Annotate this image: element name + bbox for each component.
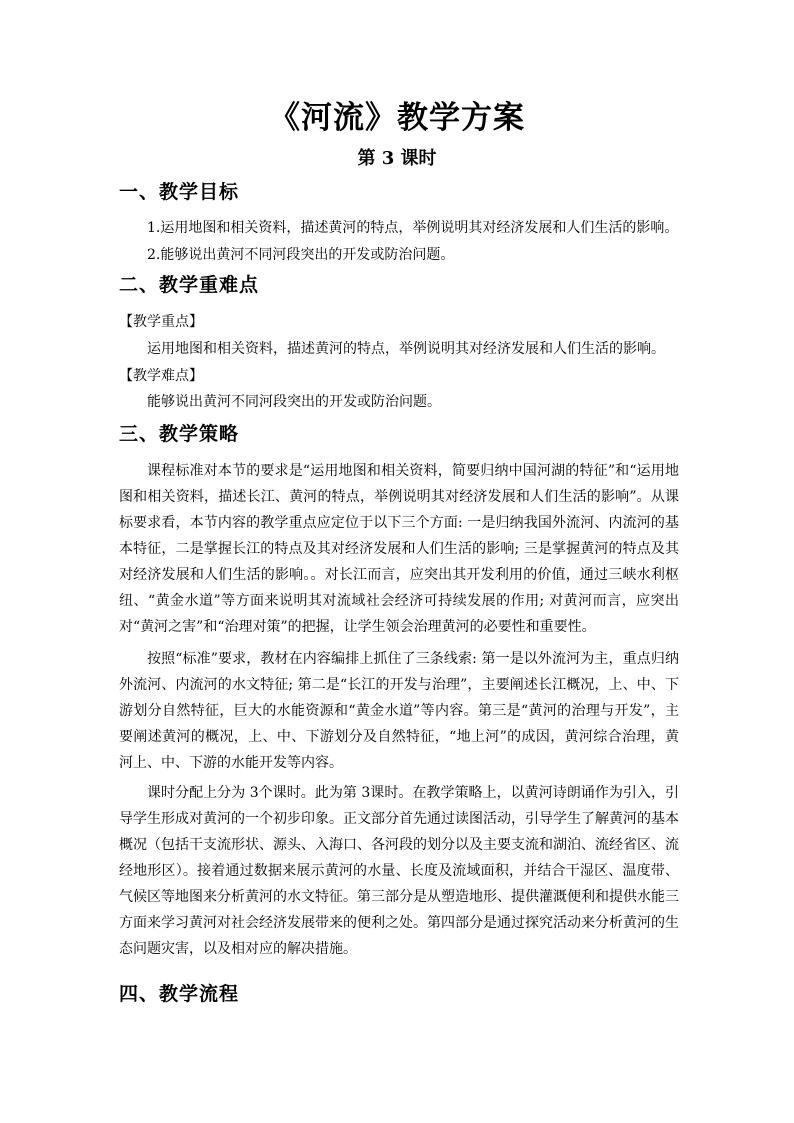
document-title: 《河流》教学方案 (269, 100, 525, 136)
document-subtitle: 第 3 课时 (357, 148, 437, 169)
strategy-paragraph-3: 课时分配上分为 3个课时。此为第 3课时。在教学策略上，以黄河诗朗诵作为引入，引导学生形成对黄河的一个初步印象。正文部分首先通过读图活动，引导学生了解黄河的基本概况（包括干支流形状、源头、入海口、各河段的划分以及主要支流和湖泊、流经省区、流经地形区）。接着通过数据来展示黄河的水量、长度及流域面积，并结合干湿区、温度带、气候区等地图来分析黄河的水文特征。第三部分是从塑造地形、提供灌溉便利和提供水能三方面来学习黄河对社会经济发展带来的便利之处。第四部分是通过探究活动来分析黄河的生态问题灾害，以及相对应的解决措施。 (119, 785, 679, 957)
objective-item-2: 2.能够说出黄河不同河段突出的开发或防治问题。 (147, 247, 455, 263)
strategy-paragraph-2: 按照“标准”要求，教材在内容编排上抓住了三条线索: 第一是以外流河为主，重点归纳外流河、内流河的水文特征; 第二是“长江的开发与治理”，主要阐述长江概况，上、中、下游划分自然特征，巨大的水能资源和“黄金水道”等内容。第三是“黄河的治理与开发”，主要阐述黄河的概况，上、中、下游划分及自然特征，“地上河”的成因，黄河综合治理，黄河上、中、下游的水能开发等内容。 (119, 651, 679, 771)
strategy-paragraph-1: 课程标准对本节的要求是“运用地图和相关资料，简要归纳中国河湖的特征”和“运用地图和相关资料，描述长江、黄河的特点，举例说明其对经济发展和人们生活的影响”。从课标要求看，本节内容的教学重点应定位于以下三个方面: 一是归纳我国外流河、内流河的基本特征，二是掌握长江的特点及其对经济发展和人们生活的影响; 三是掌握黄河的特点及其对经济发展和人们生活的影响。。对长江而言，应突出其开发利用的价值，通过三峡水利枢纽、“黄金水道”等方面来说明其对流域社会经济可持续发展的作用; 对黄河而言，应突出对“黄河之害”和“治理对策”的把握，让学生领会治理黄河的必要性和重要性。 (119, 463, 679, 635)
section-heading-objectives: 一、教学目标 (119, 181, 240, 203)
key-point-text: 运用地图和相关资料，描述黄河的特点，举例说明其对经济发展和人们生活的影响。 (147, 341, 665, 357)
difficult-point-text: 能够说出黄河不同河段突出的开发或防治问题。 (147, 394, 441, 410)
key-point-label: 【教学重点】 (119, 314, 203, 330)
section-heading-process: 四、教学流程 (119, 983, 240, 1005)
section-heading-key-points: 二、教学重难点 (119, 274, 260, 296)
difficult-point-label: 【教学难点】 (119, 368, 203, 384)
objective-item-1: 1.运用地图和相关资料，描述黄河的特点，举例说明其对经济发展和人们生活的影响。 (147, 220, 679, 236)
section-heading-strategy: 三、教学策略 (119, 423, 240, 445)
